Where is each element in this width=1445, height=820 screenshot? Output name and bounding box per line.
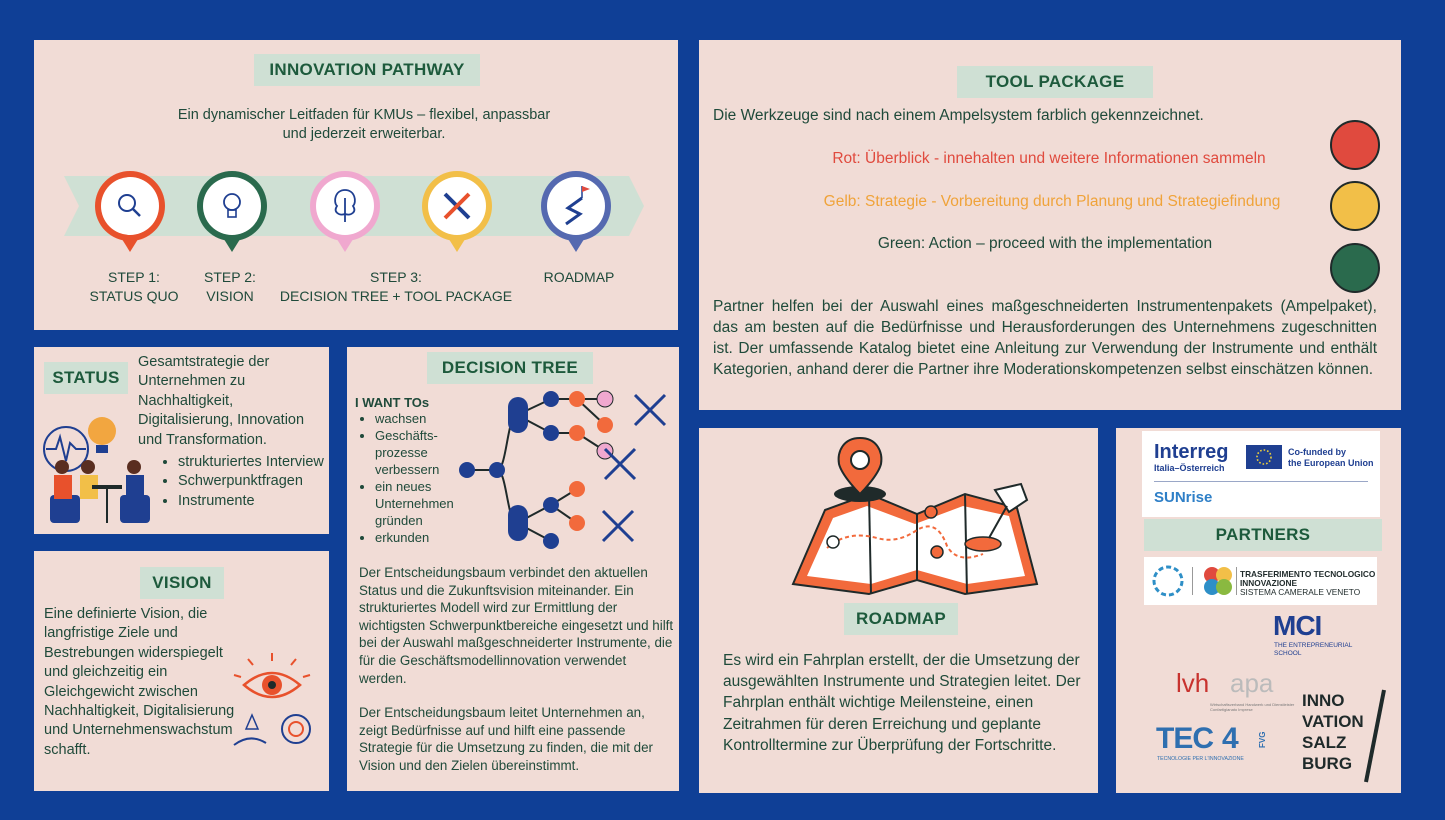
interreg-divider [1154, 481, 1368, 482]
step3-label: STEP 3: DECISION TREE + TOOL PACKAGE [279, 269, 513, 304]
tool-package-panel [699, 40, 1401, 410]
innovation-pathway-title: INNOVATION PATHWAY [254, 54, 480, 86]
vision-panel [34, 551, 329, 791]
traffic-light-yellow [1330, 181, 1380, 231]
roadmap-label: ROADMAP [543, 269, 615, 285]
tool-package-title: TOOL PACKAGE [957, 66, 1153, 98]
slash-mark [1360, 690, 1390, 786]
is-line2: VATION [1302, 712, 1364, 731]
step3-marker[interactable] [307, 168, 387, 258]
list-item: • Schwerpunktfragen [178, 472, 348, 491]
ttv-symbol-icon [1148, 561, 1188, 601]
mci-sub1: THE ENTREPRENEURIAL [1274, 642, 1353, 649]
is-line3: SALZ [1302, 733, 1347, 752]
ttv-separator [1236, 567, 1237, 595]
step3b-marker[interactable] [419, 168, 499, 258]
lvh-sub2: Confartigianato Imprese [1210, 707, 1253, 712]
vision-text: Eine definierte Vision, die langfristige Ziele und Bestrebungen widerspiegelt und gleichzeitig ein Gleichgewicht zwischen Nachhaltigkeit, Digitalisierung und Unternehmenswachstum schafft. [44, 606, 235, 758]
interreg-logo [1142, 431, 1380, 517]
status-panel [34, 347, 329, 534]
t2i-icon [1198, 561, 1238, 601]
eu-line2: the European Union [1288, 458, 1374, 468]
list-item: • strukturiertes Interview [178, 453, 348, 472]
partners-panel [1116, 428, 1401, 793]
list-item: • Instrumente [178, 492, 348, 511]
ttv-line2: INNOVAZIONE [1240, 578, 1298, 588]
traffic-light-red [1330, 120, 1380, 170]
lvh-sub1: Wirtschaftsverband Handwerk und Dienstleister [1210, 702, 1295, 707]
decision-tree-title: DECISION TREE [427, 352, 593, 384]
innovation-salzburg-logo [1302, 690, 1392, 786]
roadmap-marker[interactable] [538, 168, 618, 258]
eye-target-illustration [230, 649, 320, 759]
partners-title: PARTNERS [1144, 519, 1382, 551]
is-line4: BURG [1302, 754, 1353, 773]
tool-intro: Die Werkzeuge sind nach einem Ampelsystem farblich gekennzeichnet. [713, 107, 1204, 124]
ttv-separator [1192, 567, 1193, 595]
mci-name: MCI [1273, 610, 1322, 641]
apa-name: apa [1230, 668, 1274, 698]
vision-title: VISION [140, 567, 224, 599]
roadmap-text: Es wird ein Fahrplan erstellt, der die Umsetzung der ausgewählten Instrumente und Strategien leitet. Der Fahrplan enthält wichtige Meilensteine, einen Zeitrahmen für deren Erreichung und geplante Kontrolltermine zur Überprüfung der Fortschritte. [723, 652, 1081, 754]
tec-name: TEC [1156, 722, 1213, 755]
list-item: • wachsen [375, 410, 485, 427]
interreg-sub: Italia–Österreich [1154, 463, 1225, 473]
interreg-name: Interreg [1154, 441, 1229, 463]
eu-line1: Co-funded by [1288, 447, 1346, 457]
tools-icon [631, 391, 671, 431]
ttv-line3: SISTEMA CAMERALE VENETO [1240, 587, 1361, 597]
tec-fvg: FVG [1258, 731, 1267, 748]
innovation-pathway-panel [34, 40, 678, 330]
tools-icon [601, 445, 641, 485]
lvh-logo [1176, 668, 1306, 714]
status-bullets [158, 453, 348, 511]
decision-p1: Der Entscheidungsbaum verbindet den aktuellen Status und die Zukunftsvision miteinander. Ein strukturiertes Modell wird zur Ermittlung der wichtigsten Schwerpunktbereiche eingesetzt und hilft bei der Auswahl maßgeschneiderter Instrumente, die für die Geschäftsmodellinnovation verwendet werden. [359, 565, 674, 686]
step2-marker[interactable] [194, 168, 274, 258]
mci-logo [1273, 612, 1373, 660]
tools-icon [599, 507, 639, 547]
mci-sub2: SCHOOL [1274, 650, 1302, 657]
sunrise-name: SUNrise [1154, 489, 1213, 506]
tec-number: 4 [1222, 722, 1239, 755]
tool-red-text: Rot: Überblick - innehalten und weitere Informationen sammeln [832, 150, 1266, 167]
meeting-illustration [40, 409, 160, 529]
roadmap-panel [699, 428, 1098, 793]
tec4-logo [1156, 724, 1276, 766]
list-item: • erkunden [375, 529, 485, 546]
tec-sub: TECNOLOGIE PER L'INNOVAZIONE [1157, 756, 1244, 762]
decision-want-label: I WANT TOs [355, 395, 430, 410]
tool-body: Partner helfen bei der Auswahl eines maßgeschneiderten Instrumentenpakets (Ampelpaket), das am besten auf die Bedürfnisse und Herausforderungen des Unternehmens zugeschnitten ist. Der umfassende Katalog bietet eine Anleitung zur Verwendung der Instrumente und enthält Kategorien, anhand derer die Partner ihre Moderationskompetenzen selbst einschätzen können. [713, 298, 1377, 378]
list-item: • Geschäfts-prozesse verbessern [375, 427, 485, 478]
roadmap-title: ROADMAP [844, 603, 958, 635]
lvh-name: lvh [1176, 668, 1210, 698]
ttv-logo [1144, 557, 1377, 605]
tool-yellow-text: Gelb: Strategie - Vorbereitung durch Planung und Strategiefindung [823, 193, 1281, 210]
list-item: • ein neues Unternehmen gründen [375, 478, 485, 529]
step1-marker[interactable] [92, 168, 172, 258]
tool-green-text: Green: Action – proceed with the implementation [877, 235, 1213, 252]
status-text: Gesamtstrategie der Unternehmen zu Nachhaltigkeit, Digitalisierung, Innovation und Transformation. [138, 354, 305, 448]
traffic-light-green [1330, 243, 1380, 293]
decision-p2: Der Entscheidungsbaum leitet Unternehmen an, zeigt Bedürfnisse auf und hilft eine passende Strategie für die Umsetzung zu finden, die mit der Vision und den Zielen übereinstimmt. [359, 705, 653, 773]
innovation-subtitle: Ein dynamischer Leitfaden für KMUs – flexibel, anpassbar und jederzeit erweiterbar. [177, 107, 551, 143]
step1-label: STEP 1: STATUS QUO [89, 269, 179, 304]
map-illustration [787, 434, 1047, 609]
ttv-line1: TRASFERIMENTO TECNOLOGICO [1240, 569, 1376, 579]
is-line1: INNO [1302, 691, 1345, 710]
status-title: STATUS [44, 362, 128, 394]
decision-tree-panel [347, 347, 679, 791]
eu-stars-icon [1246, 445, 1282, 469]
step2-label: STEP 2: VISION [204, 269, 256, 304]
